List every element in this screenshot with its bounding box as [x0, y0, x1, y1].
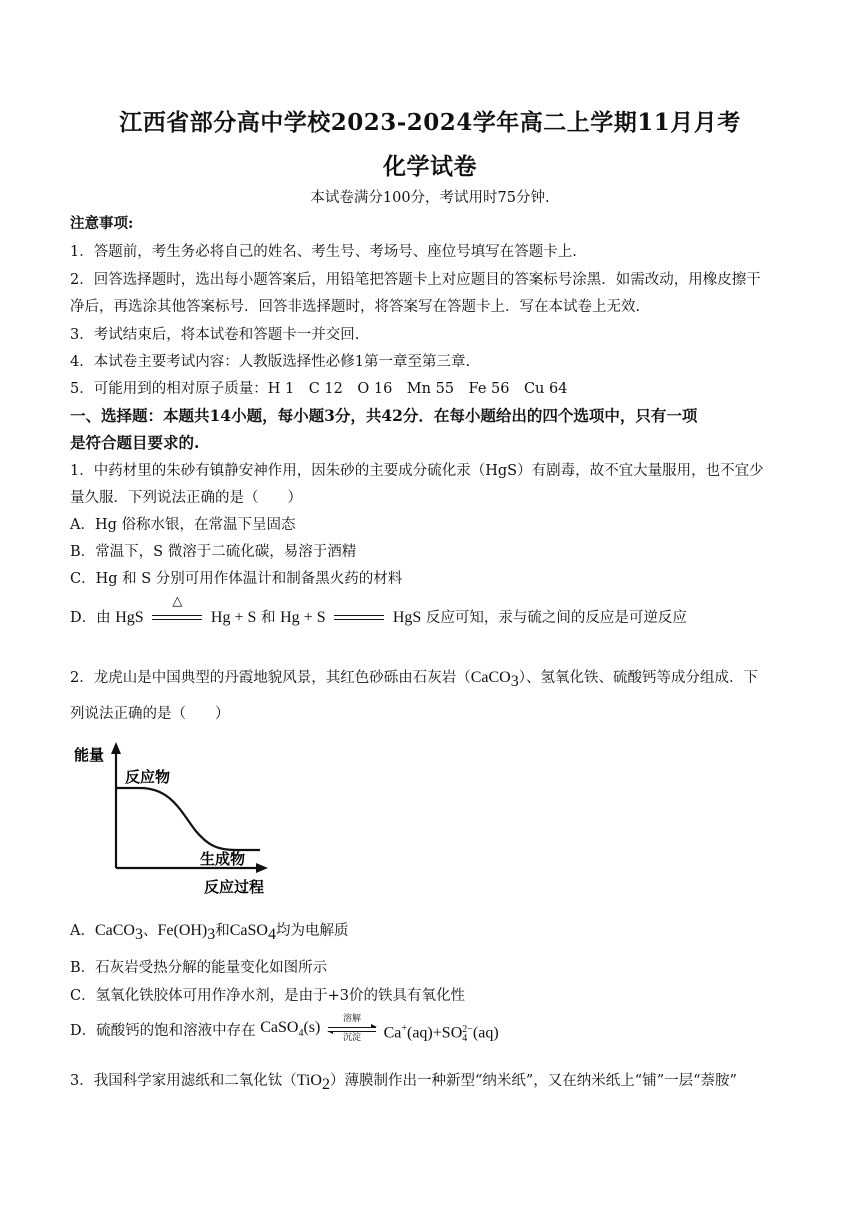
y-axis-arrow-icon — [111, 742, 121, 754]
section-heading-cont: 是符合题目要求的. — [70, 433, 200, 452]
section-heading: 一、选择题：本题共14小题，每小题3分，共42分．在每小题给出的四个选项中，只有一项 — [70, 406, 698, 425]
q1-option-d: D．由 HgS △ Hg + S 和 Hg + S HgS 反应可知，汞与硫之间的反应是可逆反应 — [70, 594, 687, 626]
q2-option-d: D．硫酸钙的饱和溶液中存在 CaSO$_4$(s) 溶解 沉淀 Ca+(aq)+SO 2− 4 (aq) — [70, 1014, 499, 1044]
q2-option-b: B．石灰岩受热分解的能量变化如图所示 — [70, 960, 328, 976]
note-1: 1．答题前，考生务必将自己的姓名、考生号、考场号、座位号填写在答题卡上. — [70, 244, 577, 260]
note-4: 4．本试卷主要考试内容：人教版选择性必修1第一章至第三章. — [70, 354, 471, 370]
q2-stem-cont: 列说法正确的是（ ） — [70, 706, 230, 722]
exam-title: 江西省部分高中学校2023-2024学年高二上学期11月月考 — [119, 109, 741, 136]
note-3: 3．考试结束后，将本试卷和答题卡一并交回. — [70, 327, 360, 343]
note-5: 5．可能用到的相对原子质量：H 1 C 12 O 16 Mn 55 Fe 56 Cu 64 — [70, 381, 568, 397]
q2-stem: 2．龙虎山是中国典型的丹霞地貌风景，其红色砂砾由石灰岩（CaCO$_3$）、氢氧化铁、硫酸钙等成分组成．下 — [70, 669, 758, 690]
q2-option-a: A．CaCO$_3$、$Fe(OH)_3$和CaSO$_4$均为电解质 — [70, 922, 349, 943]
note-2-cont: 净后，再选涂其他答案标号．回答非选择题时，将答案写在答题卡上．写在本试卷上无效. — [70, 299, 641, 315]
y-axis-label: 能量 — [74, 746, 105, 764]
equilibrium-arrow-icon: 溶解 沉淀 — [325, 1021, 379, 1041]
score-line: 本试卷满分100分，考试用时75分钟. — [310, 190, 550, 206]
reactant-label: 反应物 — [125, 768, 171, 786]
energy-diagram — [70, 740, 280, 900]
note-2: 2．回答选择题时，选出每小题答案后，用铅笔把答题卡上对应题目的答案标号涂黑．如需改动，用橡皮擦干 — [70, 272, 761, 288]
q1-option-b: B．常温下，S 微溶于二硫化碳，易溶于酒精 — [70, 544, 357, 560]
q1-option-c: C．Hg 和 S 分别可用作体温计和制备黑火药的材料 — [70, 571, 403, 587]
energy-curve — [116, 788, 260, 850]
q3-stem: 3．我国科学家用滤纸和二氧化钛（TiO$_2$）薄膜制作出一种新型“纳米纸”，又在纳米纸上“铺”一层“萘胺” — [70, 1072, 737, 1093]
heat-equals-sign — [148, 594, 206, 628]
q1-stem-cont: 量久服．下列说法正确的是（ ） — [70, 490, 302, 506]
x-axis-label: 反应过程 — [204, 878, 265, 896]
equation-reactant: HgS — [115, 609, 144, 626]
heat-symbol: △ — [172, 594, 183, 609]
product-label: 生成物 — [200, 850, 246, 868]
q1-stem: 1．中药材里的朱砂有镇静安神作用，因朱砂的主要成分硫化汞（HgS）有剧毒，故不宜大量服用，也不宜少 — [70, 463, 764, 479]
notes-heading: 注意事项: — [70, 215, 134, 232]
equals-sign — [330, 608, 388, 628]
x-axis-arrow-icon — [256, 863, 268, 873]
q1-option-a: A．Hg 俗称水银，在常温下呈固态 — [70, 517, 296, 533]
exam-subtitle: 化学试卷 — [383, 153, 477, 180]
q2-option-c: C．氢氧化铁胶体可用作净水剂，是由于+3价的铁具有氧化性 — [70, 988, 465, 1004]
